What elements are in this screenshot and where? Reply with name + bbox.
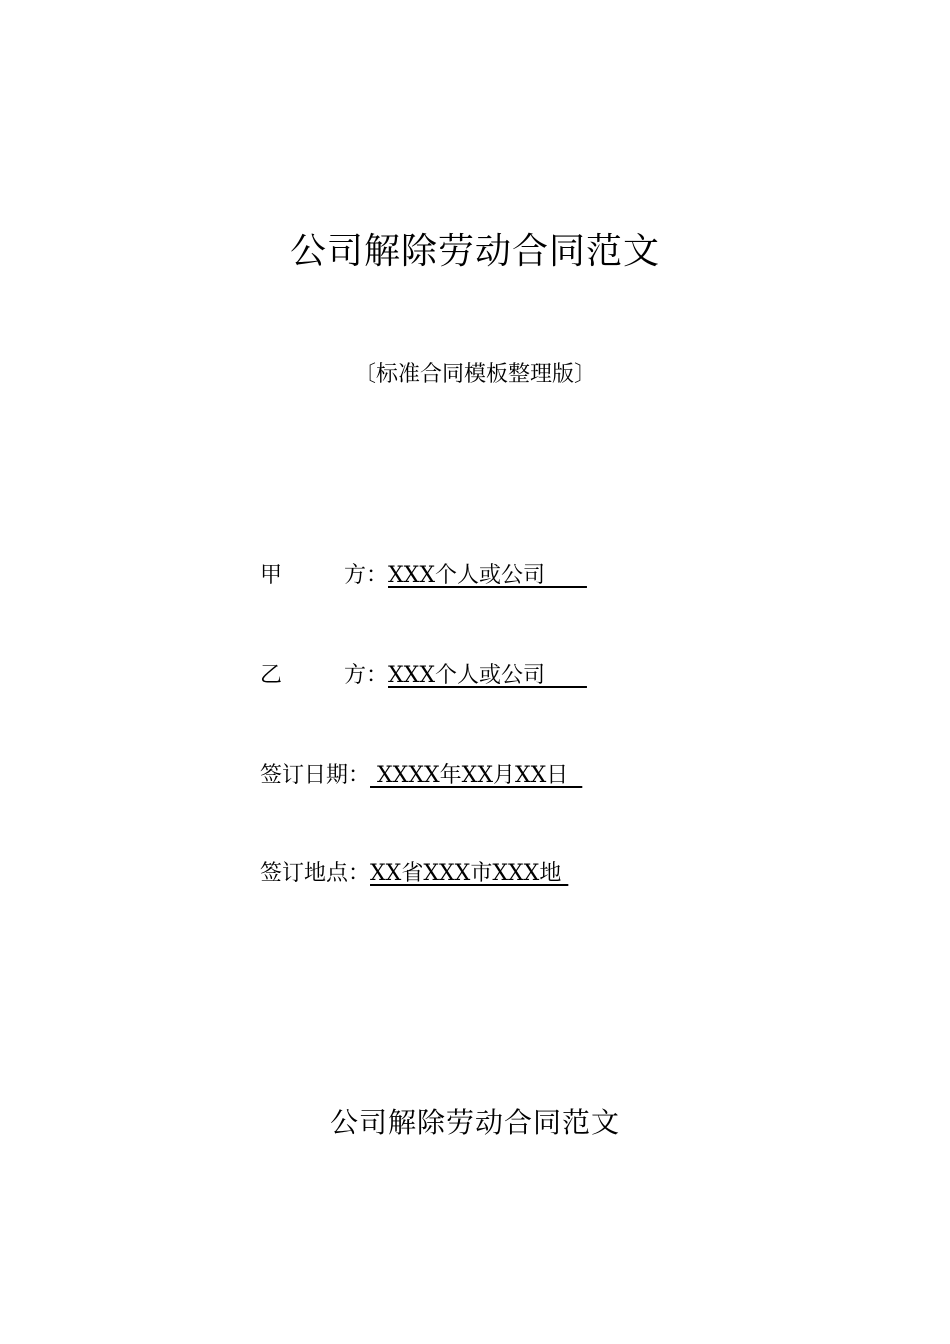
party-a-label-suffix: 方： xyxy=(343,563,388,588)
signing-place-label: 签订地点： xyxy=(260,861,371,886)
party-b-label-char: 乙 xyxy=(260,663,283,688)
signing-place-value: XX省XXX市XXX地 xyxy=(370,861,569,886)
party-b-label-suffix: 方： xyxy=(343,663,388,688)
party-a-value: XXX个人或公司 xyxy=(388,563,587,588)
signing-place-field xyxy=(260,858,568,890)
party-a-label-char: 甲 xyxy=(260,563,283,588)
party-a-field xyxy=(260,560,587,592)
party-b-label xyxy=(260,660,388,692)
party-b-value: XXX个人或公司 xyxy=(388,663,587,688)
signing-date-field xyxy=(260,760,582,792)
party-a-label xyxy=(260,560,388,592)
signing-date-label: 签订日期： xyxy=(260,763,371,788)
footer-title: 公司解除劳动合同范文 xyxy=(329,1106,620,1139)
signing-date-value: XXXX年XX月XX日 xyxy=(370,763,583,788)
document-title: 公司解除劳动合同范文 xyxy=(289,231,660,272)
document-subtitle: 〔标准合同模板整理版〕 xyxy=(353,362,596,387)
party-b-field xyxy=(260,660,587,692)
